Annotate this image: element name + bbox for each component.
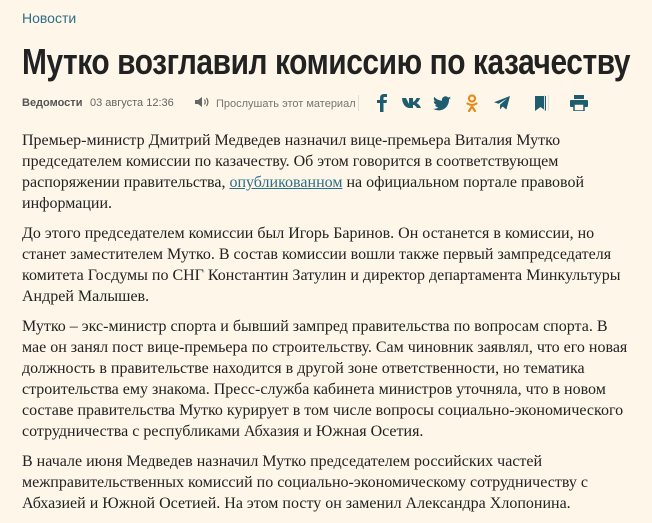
twitter-icon[interactable] [432,93,452,113]
speaker-icon [194,95,210,112]
print-icon[interactable] [568,93,590,113]
source-label[interactable]: Ведомости [22,97,83,109]
article-body [22,130,634,523]
article-meta [22,93,622,115]
article-paragraph: До этого председателем комиссии был Игорь Баринов. Он останется в комиссии, но станет заместителем Мутко. В состав комиссии вошли также первый зампредседателя комитета Госдумы по СНГ Константин Затулин и директор департамента Минкультуры Андрей Малышев. [22,225,621,305]
odnoklassniki-icon[interactable] [462,93,482,113]
divider [548,95,549,111]
article-paragraph: Премьер-министр Дмитрий Медведев назначил вице-премьера Виталия Мутко председателем комиссии по казачеству. Об этом говорится в соответствующем распоряжении правительства, опубликованном на официальном портале правовой информации. [22,132,585,212]
listen-button[interactable] [194,95,356,112]
section-link[interactable]: Новости [22,10,77,26]
published-link[interactable]: опубликованном [229,174,343,191]
article-paragraph: В начале июня Медведев назначил Мутко председателем российских частей межправительственных комиссий по социально-экономическому сотрудничеству с Абхазией и Южной Осетией. На этом посту он заменил Александра Хлопонина. [22,453,588,512]
publish-date: 03 августа 12:36 [90,97,174,109]
vk-icon[interactable] [402,93,422,113]
share-buttons [372,93,550,113]
article-title: Мутко возглавил комиссию по казачеству [22,41,631,82]
divider [358,95,359,111]
facebook-icon[interactable] [372,93,392,113]
divider [544,95,545,111]
telegram-icon[interactable] [492,93,512,113]
bookmark-icon[interactable] [530,93,550,113]
article-paragraph: Мутко – экс-министр спорта и бывший зампред правительства по вопросам спорта. В мае он занял пост вице-премьера по строительству. Сам чиновник заявлял, что его новая должность в правительстве находится в другой зоне ответственности, но тематика строительства ему знакома. Пресс-служба кабинета министров уточняла, что в новом составе правительства Мутко курирует в том числе вопросы социально-экономического сотрудничества с республиками Абхазия и Южная Осетия. [22,318,628,440]
listen-label: Прослушать этот материал [216,97,356,110]
